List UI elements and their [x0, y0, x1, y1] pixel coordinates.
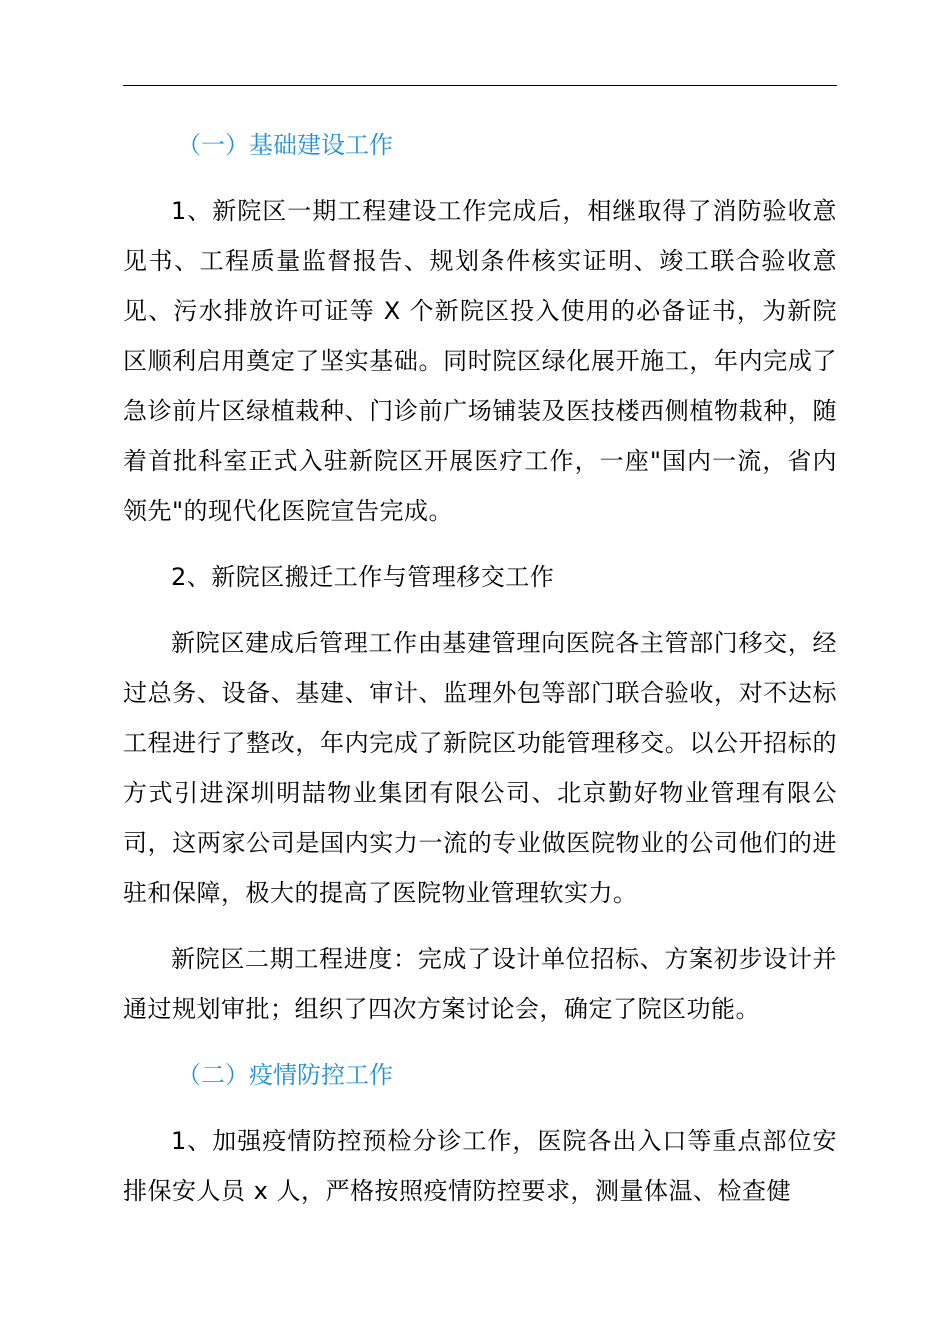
- paragraph-epidemic-triage: 1、加强疫情防控预检分诊工作，医院各出入口等重点部位安排保安人员 x 人，严格按照疫情防控要求，测量体温、检查健: [123, 1127, 837, 1205]
- section-heading-epidemic-control: （二）疫情防控工作: [177, 1061, 393, 1089]
- section-heading-basic-construction: （一）基础建设工作: [177, 131, 393, 159]
- header-rule: [123, 85, 837, 86]
- paragraph-management-handover: 新院区建成后管理工作由基建管理向医院各主管部门移交，经过总务、设备、基建、审计、监理外包等部门联合验收，对不达标工程进行了整改，年内完成了新院区功能管理移交。以公开招标的方式引进深圳明喆物业集团有限公司、北京勤好物业管理有限公司，这两家公司是国内实力一流的专业做医院物业的公司他们的进驻和保障，极大的提高了医院物业管理软实力。: [123, 629, 837, 907]
- paragraph-new-campus-phase1: 1、新院区一期工程建设工作完成后，相继取得了消防验收意见书、工程质量监督报告、规划条件核实证明、竣工联合验收意见、污水排放许可证等 X 个新院区投入使用的必备证书，为新院区顺利启用奠定了坚实基础。同时院区绿化展开施工，年内完成了急诊前片区绿植栽种、门诊前广场铺装及医技楼西侧植物栽种，随着首批科室正式入驻新院区开展医疗工作，一座"国内一流，省内领先"的现代化医院宣告完成。: [123, 197, 837, 525]
- paragraph-phase2-progress: 新院区二期工程进度：完成了设计单位招标、方案初步设计并通过规划审批；组织了四次方案讨论会，确定了院区功能。: [123, 945, 837, 1023]
- document-body: [123, 120, 837, 1216]
- paragraph-relocation-title: 2、新院区搬迁工作与管理移交工作: [171, 563, 555, 591]
